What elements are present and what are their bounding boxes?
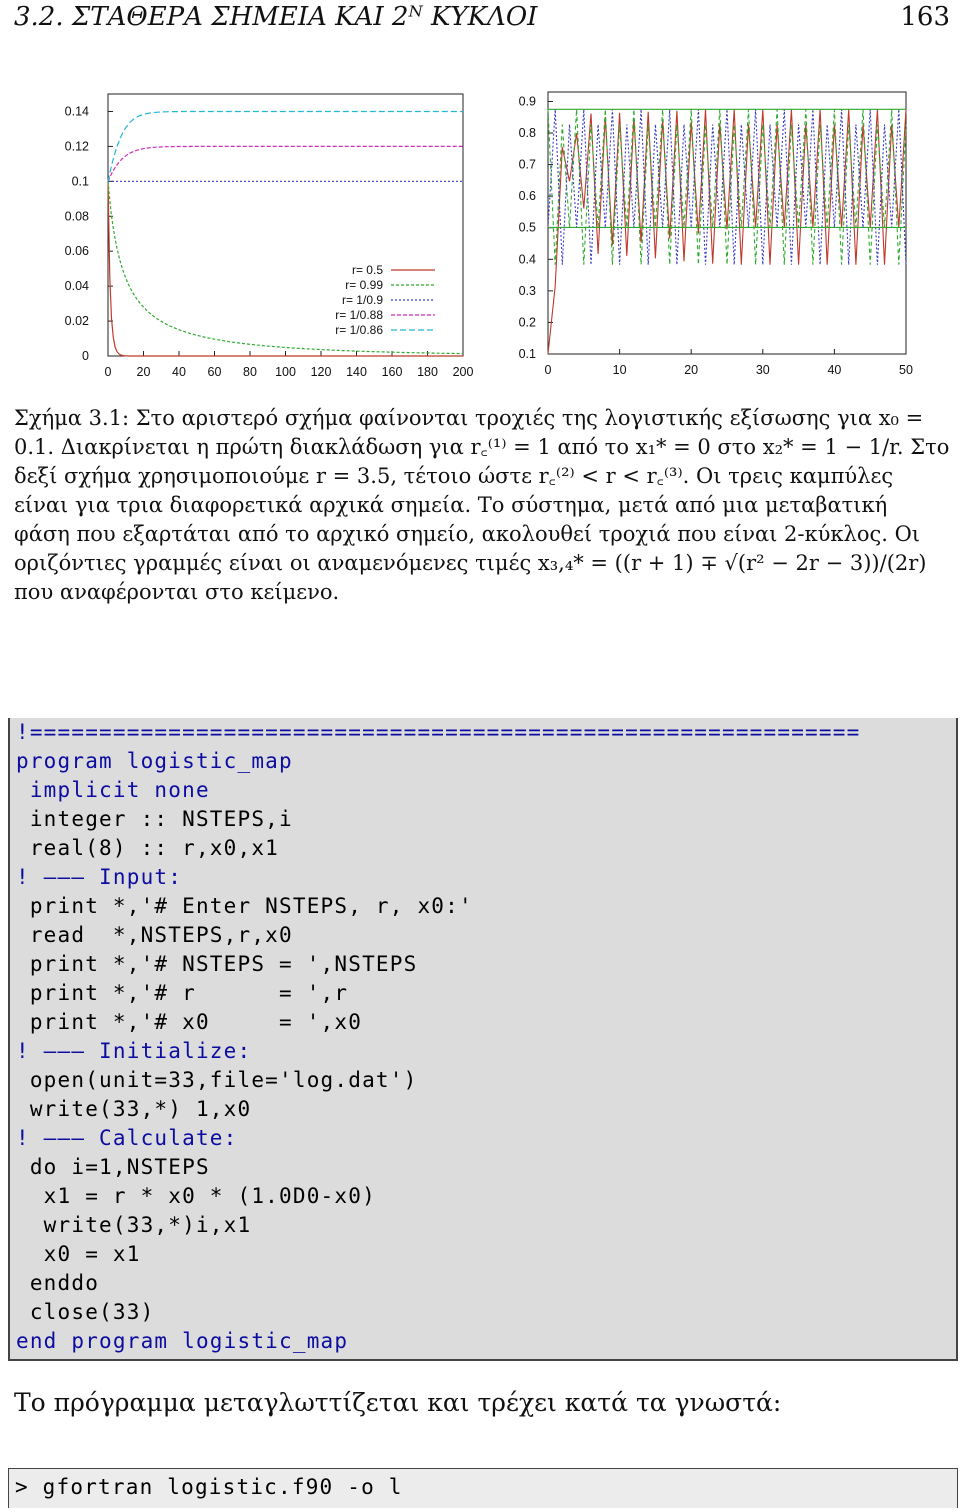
code-line: x1 = r * x0 * (1.0D0-x0) (16, 1184, 376, 1208)
code-line: print *,'# NSTEPS = ',NSTEPS (16, 952, 418, 976)
code-line: close(33) (16, 1300, 155, 1324)
terminal-command: > gfortran logistic.f90 -o l (15, 1475, 403, 1499)
code-line: print *,'# Enter NSTEPS, r, x0:' (16, 894, 473, 918)
caption-line: δεξί σχήμα χρησιμοποιούμε r = 3.5, τέτοιο ώστε r꜀⁽²⁾ < r < r꜀⁽³⁾. Οι τρεις καμπύλες (14, 464, 894, 488)
y-tick-label: 0.5 (518, 220, 536, 235)
y-tick-label: 0.2 (518, 315, 536, 330)
code-line: open(unit=33,file='log.dat') (16, 1068, 418, 1092)
y-tick-label: 0.3 (518, 283, 536, 298)
code-line: end program logistic_map (16, 1329, 349, 1353)
x-tick-label: 30 (755, 363, 770, 377)
x-tick-label: 80 (243, 365, 257, 379)
caption-line: που αναφέρονται στο κείμενο. (14, 580, 340, 604)
code-line: ! ——— Calculate: (16, 1126, 238, 1150)
code-line: ! ——— Initialize: (16, 1039, 252, 1063)
x-tick-label: 0 (544, 363, 552, 377)
x-tick-label: 40 (172, 365, 186, 379)
x-tick-label: 100 (275, 365, 296, 379)
x-tick-label: 120 (310, 365, 332, 379)
y-tick-label: 0.06 (64, 244, 89, 259)
series-line (108, 146, 463, 181)
caption-line: φάση που εξαρτάται από το αρχικό σημείο, ακολουθεί τροχιά που είναι 2-κύκλος. Οι (14, 522, 921, 546)
caption-line: οριζόντιες γραμμές είναι οι αναμενόμενες τιμές x₃,₄* = ((r + 1) ∓ √(r² − 2r − 3))/(2r) (14, 551, 927, 575)
body-text: Το πρόγραμμα μεταγλωττίζεται και τρέχει κατά τα γνωστά: (14, 1388, 782, 1417)
caption-line: Σχήμα 3.1: Στο αριστερό σχήμα φαίνονται τροχιές της λογιστικής εξίσωσης για x₀ = (14, 406, 924, 430)
caption-line: είναι για τρια διαφορετικά αρχικά σημεία. Το σύστημα, μετά από μια μεταβατική (14, 493, 888, 517)
left-chart-svg (50, 84, 474, 384)
code-line: enddo (16, 1271, 100, 1295)
legend-label: r= 1/0.88 (335, 308, 383, 322)
x-tick-label: 160 (381, 365, 403, 379)
code-line: real(8) :: r,x0,x1 (16, 836, 280, 860)
y-tick-label: 0.1 (518, 347, 536, 361)
code-listing (8, 718, 958, 1361)
series-line (108, 181, 463, 353)
figure-caption (14, 404, 952, 607)
page-header (14, 0, 950, 34)
y-tick-label: 0.7 (518, 157, 536, 172)
plot-frame (108, 94, 463, 356)
x-tick-label: 40 (827, 363, 842, 377)
figure-left-chart (50, 84, 474, 384)
terminal-box (8, 1468, 958, 1508)
x-tick-label: 50 (899, 363, 913, 377)
legend-label: r= 0.5 (351, 263, 383, 277)
code-line: !============================================================ (16, 720, 861, 744)
code-line: ! ——— Input: (16, 865, 183, 889)
figure-right-chart (510, 84, 920, 384)
y-tick-label: 0.9 (518, 94, 536, 109)
legend-label: r= 1/0.9 (341, 293, 383, 307)
code-line: implicit none (16, 778, 210, 802)
y-tick-label: 0.14 (64, 104, 89, 119)
y-tick-label: 0.08 (64, 209, 89, 224)
section-title: 3.2. ΣΤΑΘΕΡΑ ΣΗΜΕΙΑ ΚΑΙ 2ᴺ ΚΥΚΛΟΙ (14, 2, 538, 32)
legend-label: r= 0.99 (345, 278, 383, 292)
right-chart-svg (510, 84, 920, 384)
page-number: 163 (900, 2, 950, 32)
y-tick-label: 0.04 (64, 279, 89, 294)
legend-label: r= 1/0.86 (335, 323, 383, 337)
code-line: do i=1,NSTEPS (16, 1155, 210, 1179)
x-tick-label: 0 (104, 365, 112, 379)
y-tick-label: 0.6 (518, 189, 536, 204)
code-line: x0 = x1 (16, 1242, 141, 1266)
x-tick-label: 10 (612, 363, 627, 377)
x-tick-label: 20 (684, 363, 699, 377)
code-line: write(33,*)i,x1 (16, 1213, 252, 1237)
x-tick-label: 60 (207, 365, 222, 379)
series-line (548, 109, 906, 354)
code-line: print *,'# x0 = ',x0 (16, 1010, 363, 1034)
y-tick-label: 0.12 (64, 139, 89, 154)
code-line: program logistic_map (16, 749, 293, 773)
x-tick-label: 180 (417, 365, 438, 379)
x-tick-label: 200 (452, 365, 474, 379)
code-line: write(33,*) 1,x0 (16, 1097, 252, 1121)
y-tick-label: 0.8 (518, 126, 536, 141)
x-tick-label: 20 (136, 365, 151, 379)
y-tick-label: 0.02 (64, 314, 89, 329)
code-line: print *,'# r = ',r (16, 981, 349, 1005)
y-tick-label: 0.1 (71, 174, 89, 189)
x-tick-label: 140 (346, 365, 367, 379)
caption-line: 0.1. Διακρίνεται η πρώτη διακλάδωση για r꜀⁽¹⁾ = 1 από το x₁* = 0 στο x₂* = 1 − 1/r. Στο (14, 435, 950, 459)
y-tick-label: 0 (82, 349, 89, 363)
code-line: integer :: NSTEPS,i (16, 807, 293, 831)
code-line: read *,NSTEPS,r,x0 (16, 923, 293, 947)
y-tick-label: 0.4 (518, 252, 536, 267)
